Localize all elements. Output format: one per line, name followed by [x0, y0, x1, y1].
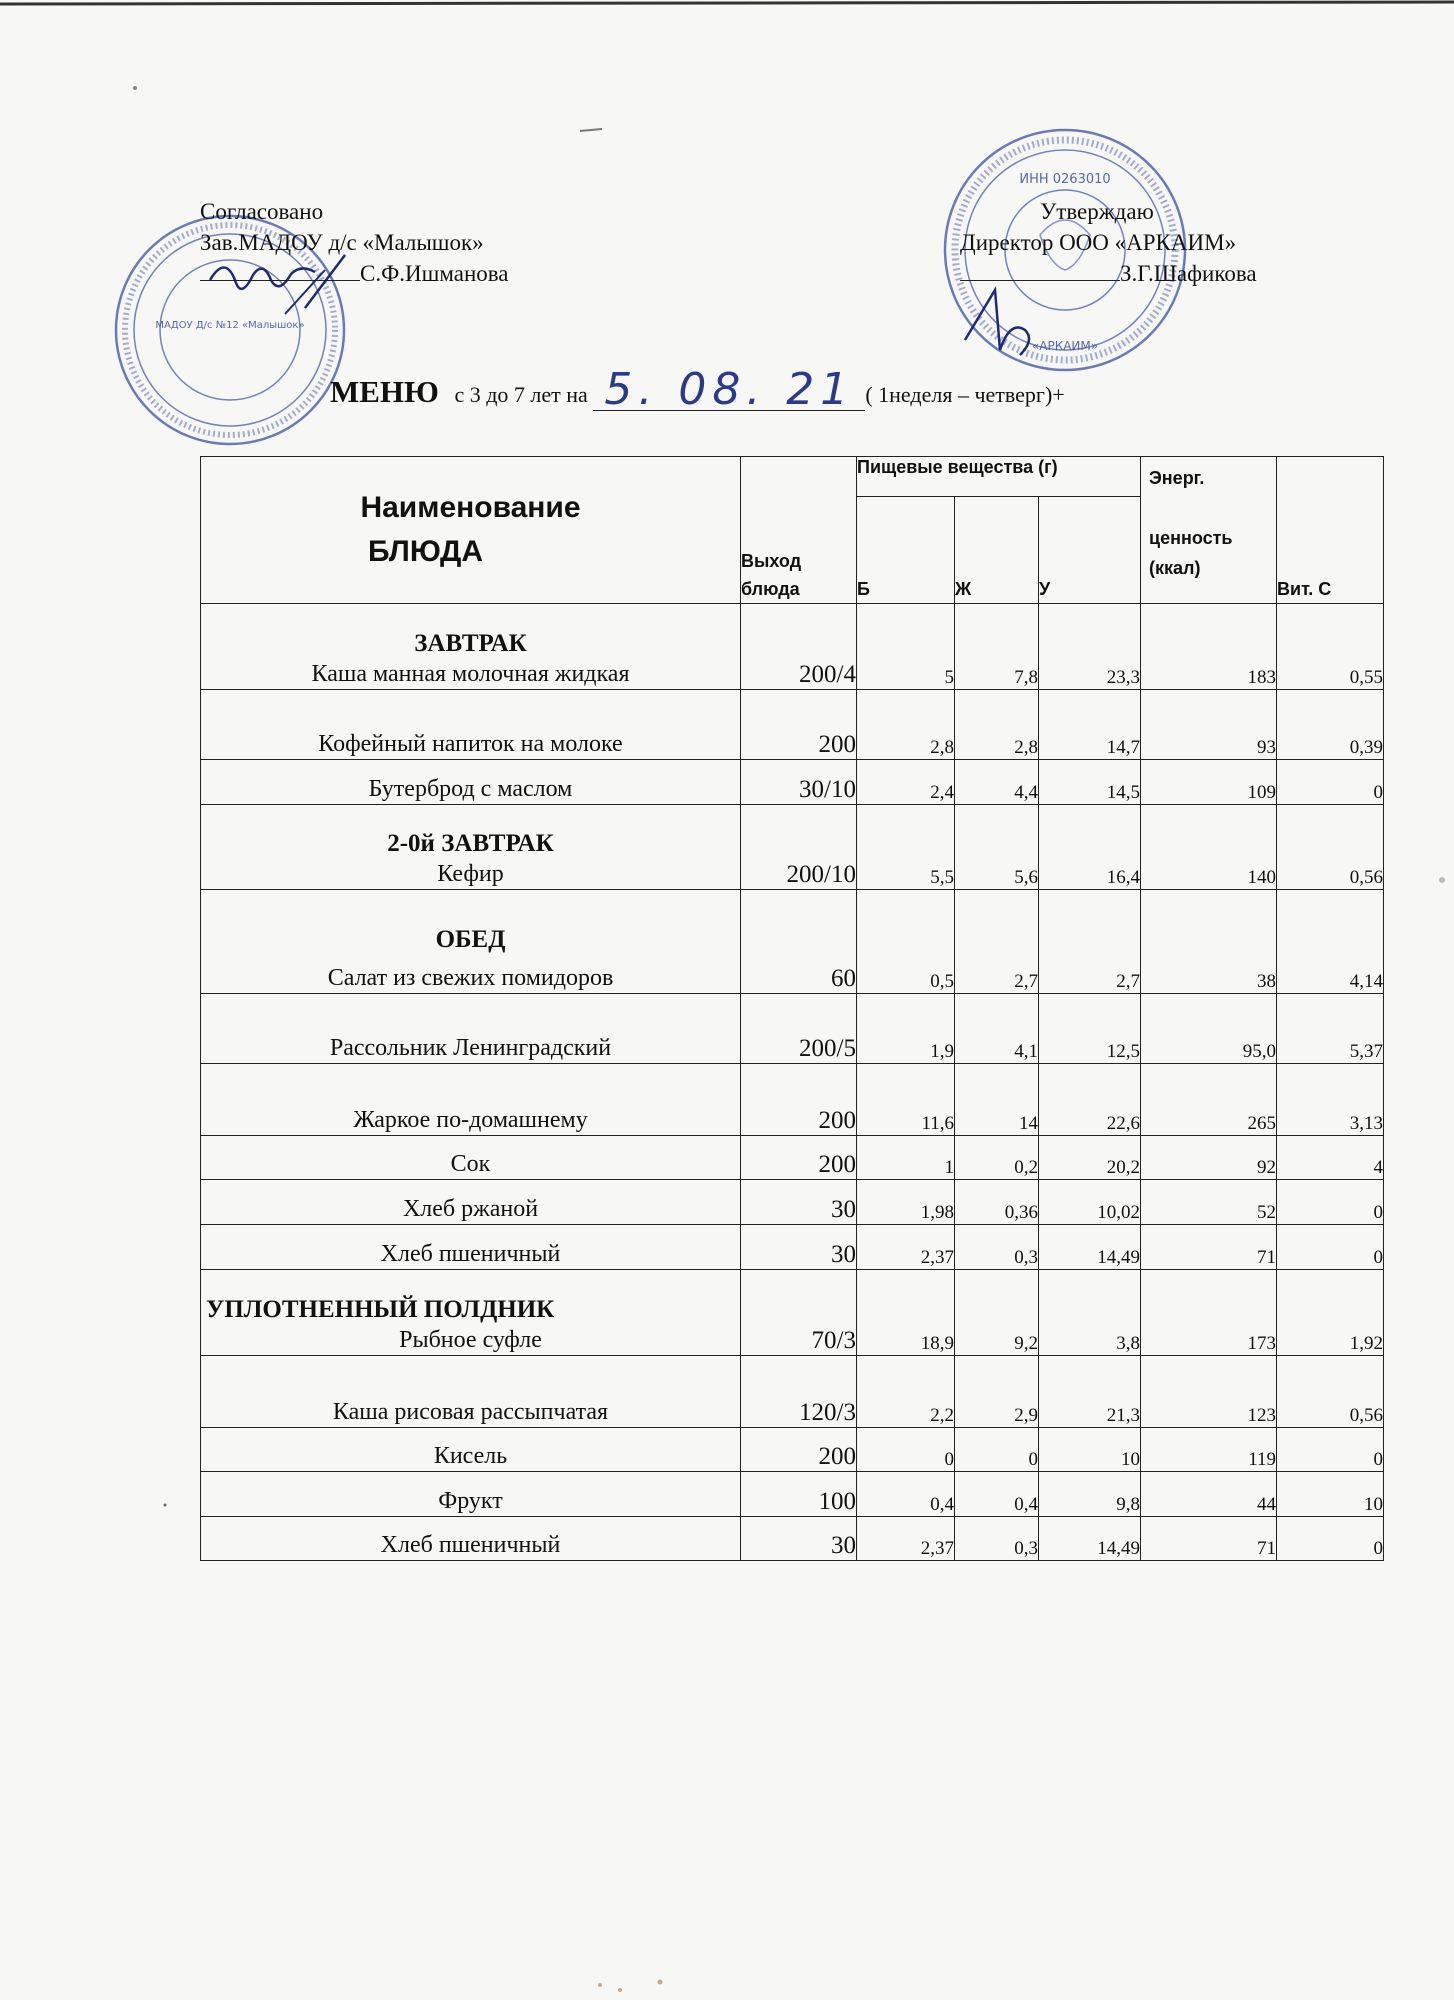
table-row [201, 1064, 1384, 1136]
protein-value: 2,4 [857, 760, 955, 805]
right-signature [955, 280, 1075, 370]
right-stamp-inn: ИНН 0263010 [1019, 172, 1111, 187]
menu-title-line [330, 364, 1065, 415]
section-title: 2-0й ЗАВТРАК [387, 830, 554, 857]
energy-value: 52 [1141, 1180, 1277, 1225]
section-title: ОБЕД [435, 926, 506, 953]
dish-name: Фрукт [201, 1472, 741, 1517]
carbs-value: 10 [1039, 1428, 1141, 1472]
protein-value: 18,9 [857, 1270, 955, 1356]
menu-week-note: ( 1неделя – четверг)+ [865, 382, 1065, 407]
table-row [201, 1356, 1384, 1428]
carbs-value: 10,02 [1039, 1180, 1141, 1225]
carbs-value: 21,3 [1039, 1356, 1141, 1428]
protein-value: 0,4 [857, 1472, 955, 1517]
dish-name: Хлеб пшеничный [201, 1225, 741, 1270]
dish-output: 120/3 [741, 1356, 857, 1428]
dish-output: 60 [741, 890, 857, 994]
dish-output: 200/4 [741, 604, 857, 690]
protein-value: 11,6 [857, 1064, 955, 1136]
energy-value: 71 [1141, 1517, 1277, 1561]
fat-value: 0,36 [955, 1180, 1039, 1225]
right-signature-line [960, 258, 1320, 289]
dish-output: 100 [741, 1472, 857, 1517]
dish-output: 200/10 [741, 805, 857, 890]
header-carbs: У [1039, 497, 1141, 604]
protein-value: 2,8 [857, 690, 955, 760]
header-vitamin-c: Вит. С [1277, 457, 1384, 604]
right-signer-name: З.Г.Шафикова [1120, 261, 1257, 286]
table-row [201, 890, 1384, 994]
left-signer-name: С.Ф.Ишманова [360, 261, 509, 286]
dish-output: 30 [741, 1225, 857, 1270]
carbs-value: 14,49 [1039, 1517, 1141, 1561]
agreed-label: Согласовано [200, 199, 324, 224]
vitamin-c-value: 4,14 [1277, 890, 1384, 994]
dish-name: Хлеб пшеничный [201, 1517, 741, 1561]
carbs-value: 9,8 [1039, 1472, 1141, 1517]
table-row [201, 1472, 1384, 1517]
energy-value: 265 [1141, 1064, 1277, 1136]
vitamin-c-value: 0 [1277, 1180, 1384, 1225]
energy-value: 119 [1141, 1428, 1277, 1472]
dish-name: Кофейный напиток на молоке [201, 690, 741, 760]
table-row [201, 1428, 1384, 1472]
dish-name: Кисель [201, 1428, 741, 1472]
carbs-value: 14,49 [1039, 1225, 1141, 1270]
fat-value: 2,7 [955, 890, 1039, 994]
protein-value: 2,2 [857, 1356, 955, 1428]
energy-value: 173 [1141, 1270, 1277, 1356]
dish-output: 30 [741, 1517, 857, 1561]
dish-output: 200 [741, 1428, 857, 1472]
menu-ages: с 3 до 7 лет на [454, 382, 588, 407]
fat-value: 7,8 [955, 604, 1039, 690]
dish-output: 30/10 [741, 760, 857, 805]
table-row [201, 1180, 1384, 1225]
protein-value: 1 [857, 1136, 955, 1180]
section-title: УПЛОТНЕННЫЙ ПОЛДНИК [206, 1296, 555, 1323]
carbs-value: 12,5 [1039, 994, 1141, 1064]
protein-value: 1,9 [857, 994, 955, 1064]
right-position: Директор ООО «АРКАИМ» [960, 230, 1237, 255]
fat-value: 0,3 [955, 1225, 1039, 1270]
dish-name: Жаркое по-домашнему [201, 1064, 741, 1136]
left-position: Зав.МАДОУ д/с «Малышок» [200, 230, 484, 255]
header-fat: Ж [955, 497, 1039, 604]
energy-value: 95,0 [1141, 994, 1277, 1064]
right-stamp-text: «АРКАИМ» [1031, 339, 1099, 353]
dish-output: 200 [741, 690, 857, 760]
vitamin-c-value: 0,56 [1277, 805, 1384, 890]
dish-name: Каша манная молочная жидкая [311, 661, 630, 687]
table-row [201, 805, 1384, 890]
carbs-value: 3,8 [1039, 1270, 1141, 1356]
header-energy: Энерг. ценность (ккал) [1141, 457, 1277, 604]
vitamin-c-value: 0 [1277, 1517, 1384, 1561]
table-row [201, 1136, 1384, 1180]
vitamin-c-value: 0 [1277, 760, 1384, 805]
dish-output: 70/3 [741, 1270, 857, 1356]
vitamin-c-value: 0,56 [1277, 1356, 1384, 1428]
fat-value: 2,8 [955, 690, 1039, 760]
carbs-value: 23,3 [1039, 604, 1141, 690]
table-row [201, 760, 1384, 805]
approve-label: Утверждаю [1040, 199, 1154, 224]
table-row [201, 1517, 1384, 1561]
energy-value: 123 [1141, 1356, 1277, 1428]
header-nutrients: Пищевые вещества (г) [857, 457, 1141, 497]
vitamin-c-value: 10 [1277, 1472, 1384, 1517]
energy-value: 92 [1141, 1136, 1277, 1180]
carbs-value: 14,5 [1039, 760, 1141, 805]
menu-date: 5. 08. 21 [593, 370, 865, 411]
vitamin-c-value: 0,39 [1277, 690, 1384, 760]
table-row [201, 1225, 1384, 1270]
dish-name: Каша рисовая рассыпчатая [201, 1356, 741, 1428]
fat-value: 0,4 [955, 1472, 1039, 1517]
carbs-value: 2,7 [1039, 890, 1141, 994]
carbs-value: 22,6 [1039, 1064, 1141, 1136]
protein-value: 5,5 [857, 805, 955, 890]
vitamin-c-value: 0 [1277, 1428, 1384, 1472]
table-row [201, 604, 1384, 690]
header-dish-name: Наименование БЛЮДА [201, 457, 741, 604]
protein-value: 0,5 [857, 890, 955, 994]
protein-value: 2,37 [857, 1225, 955, 1270]
vitamin-c-value: 3,13 [1277, 1064, 1384, 1136]
table-row [201, 994, 1384, 1064]
fat-value: 0,2 [955, 1136, 1039, 1180]
fat-value: 0,3 [955, 1517, 1039, 1561]
protein-value: 5 [857, 604, 955, 690]
fat-value: 2,9 [955, 1356, 1039, 1428]
energy-value: 38 [1141, 890, 1277, 994]
protein-value: 1,98 [857, 1180, 955, 1225]
approval-left-block [200, 196, 509, 289]
left-signature-line [200, 258, 509, 289]
fat-value: 14 [955, 1064, 1039, 1136]
dish-output: 200 [741, 1064, 857, 1136]
menu-table [200, 456, 1384, 1561]
dish-name: Хлеб ржаной [201, 1180, 741, 1225]
dish-output: 200 [741, 1136, 857, 1180]
fat-value: 4,4 [955, 760, 1039, 805]
fat-value: 0 [955, 1428, 1039, 1472]
dish-name: Кефир [437, 861, 504, 887]
dish-output: 30 [741, 1180, 857, 1225]
energy-value: 140 [1141, 805, 1277, 890]
fat-value: 5,6 [955, 805, 1039, 890]
vitamin-c-value: 0,55 [1277, 604, 1384, 690]
approval-right-block [960, 196, 1320, 289]
vitamin-c-value: 4 [1277, 1136, 1384, 1180]
fat-value: 9,2 [955, 1270, 1039, 1356]
dish-output: 200/5 [741, 994, 857, 1064]
dish-name: Рассольник Ленинградский [201, 994, 741, 1064]
vitamin-c-value: 1,92 [1277, 1270, 1384, 1356]
menu-title: МЕНЮ [330, 374, 439, 409]
header-protein: Б [857, 497, 955, 604]
header-output: Выход блюда [741, 457, 857, 604]
vitamin-c-value: 5,37 [1277, 994, 1384, 1064]
energy-value: 93 [1141, 690, 1277, 760]
carbs-value: 16,4 [1039, 805, 1141, 890]
dish-name: Рыбное суфле [399, 1327, 542, 1353]
carbs-value: 14,7 [1039, 690, 1141, 760]
dish-name: Салат из свежих помидоров [327, 965, 614, 991]
energy-value: 109 [1141, 760, 1277, 805]
dish-name: Сок [201, 1136, 741, 1180]
energy-value: 183 [1141, 604, 1277, 690]
energy-value: 44 [1141, 1472, 1277, 1517]
left-stamp-text: МАДОУ Д/с №12 «Малышок» [155, 320, 305, 331]
table-row [201, 1270, 1384, 1356]
fat-value: 4,1 [955, 994, 1039, 1064]
protein-value: 2,37 [857, 1517, 955, 1561]
carbs-value: 20,2 [1039, 1136, 1141, 1180]
table-row [201, 690, 1384, 760]
vitamin-c-value: 0 [1277, 1225, 1384, 1270]
dish-name: Бутерброд с маслом [201, 760, 741, 805]
protein-value: 0 [857, 1428, 955, 1472]
section-title: ЗАВТРАК [414, 630, 527, 657]
energy-value: 71 [1141, 1225, 1277, 1270]
